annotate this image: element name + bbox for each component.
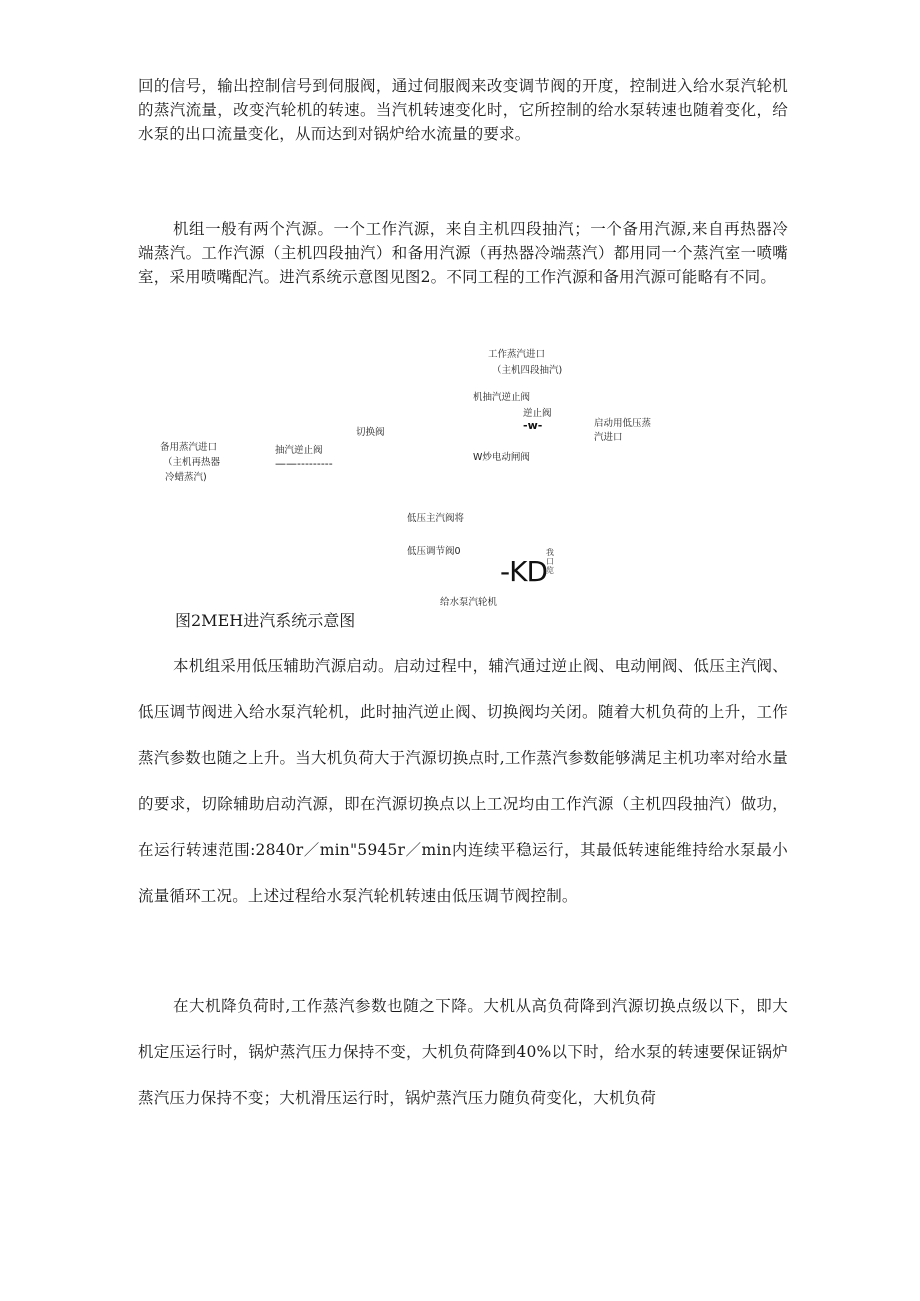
extraction-line-symbol: ——--------- [275,457,333,470]
extraction-check-valve-top-label: 机抽汽逆止阀 [473,392,531,403]
lp-control-valve-label: 低压调节阀0 [407,546,461,555]
switch-valve-label: 切换阀 [356,427,385,438]
kd-symbol: -KD [500,555,548,588]
work-steam-inlet-label: 工作蒸汽进口 [488,349,546,360]
electric-gate-valve-label: W炒电动闸阀 [473,452,530,463]
startup-lp-inlet-label-2: 汽进口 [594,432,623,443]
startup-lp-inlet-label-1: 启动用低压蒸 [594,418,652,429]
paragraph-2: 机组一般有两个汽源。一个工作汽源，来自主机四段抽汽；一个备用汽源,来自再热器冷端蒸汽。工作汽源（主机四段抽汽）和备用汽源（再热器冷端蒸汽）都用同一个蒸汽室一喷嘴室，采用喷嘴配汽。进汽系统示意图见图2。不同工程的工作汽源和备用汽源可能略有不同。 [138,220,788,286]
backup-inlet-note-2: 冷蜡蒸汽) [165,472,207,483]
feedpump-turbine-label: 给水泵汽轮机 [440,597,498,608]
work-steam-inlet-note: （主机四段抽汽) [492,365,563,376]
paragraph-3: 本机组采用低压辅助汽源启动。启动过程中，辅汽通过逆止阀、电动闸阀、低压主汽阀、低压调节阀进入给水泵汽轮机，此时抽汽逆止阀、切换阀均关闭。随着大机负荷的上升，工作蒸汽参数也随之上升。当大机负荷大于汽源切换点时,工作蒸汽参数能够满足主机功率对给水量的要求，切除辅助启动汽源，即在汽源切换点以上工况均由工作汽源（主机四段抽汽）做功，在运行转速范围:2840r／min"5945r／min内连续平稳运行，其最低转速能维持给水泵最小流量循环工况。上述过程给水泵汽轮机转速由低压调节阀控制。 [138,657,788,905]
extraction-check-valve-label: 抽汽逆止阀 [275,445,323,456]
backup-inlet-label: 备用蒸汽进口 [160,442,218,453]
lp-main-valve-label: 低压主汽阀将 [407,513,465,524]
paragraph-4: 在大机降负荷时,工作蒸汽参数也随之下降。大机从高负荷降到汽源切换点级以下，即大机定压运行时，锅炉蒸汽压力保持不变，大机负荷降到40%以下时，给水泵的转速要保证锅炉蒸汽压力保持不变；大机滑压运行时，锅炉蒸汽压力随负荷变化，大机负荷 [138,997,788,1107]
paragraph-1: 回的信号，输出控制信号到伺服阀，通过伺服阀来改变调节阀的开度，控制进入给水泵汽轮机的蒸汽流量，改变汽轮机的转速。当汽机转速变化时，它所控制的给水泵转速也随着变化，给水泵的出口流量变化，从而达到对锅炉给水流量的要求。 [138,77,788,143]
check-valve-symbol: -w- [523,419,543,432]
side-vertical-label: 我口览 [546,548,554,575]
backup-inlet-note-1: （主机再热器 [163,457,221,468]
check-valve-label: 逆止阀 [523,408,552,419]
steam-inlet-diagram [0,330,920,620]
figure-caption: 图2MEH进汽系统示意图 [175,611,356,630]
